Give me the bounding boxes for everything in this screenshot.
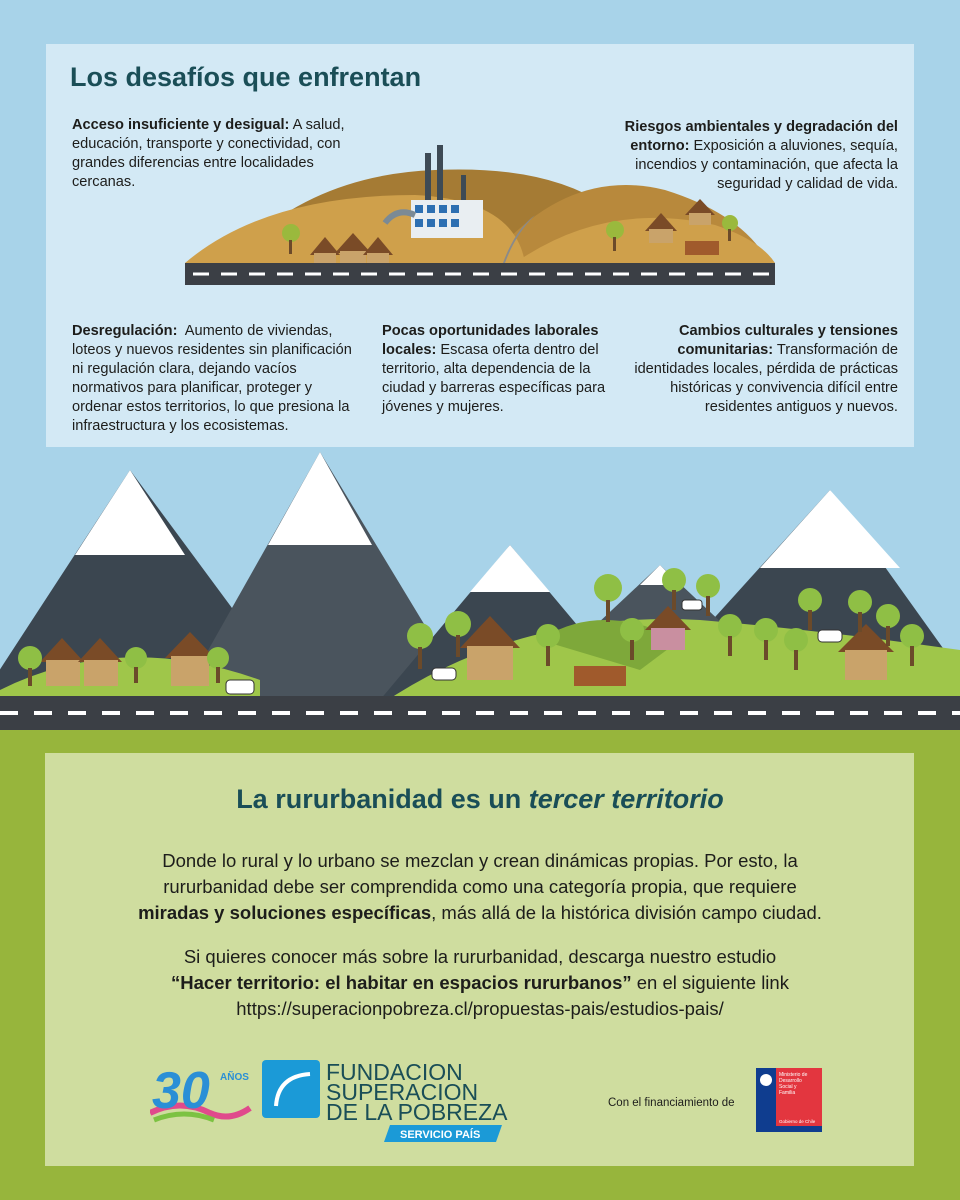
paragraph-line: Donde lo rural y lo urbano se mezclan y crean dinámicas propias. Por esto, la xyxy=(162,850,798,871)
territory-title xyxy=(0,784,960,815)
challenge-desc: Escasa oferta dentro del territorio, alta dependencia de la ciudad y barreras específicas para jóvenes y mujeres. xyxy=(382,342,606,415)
challenge-desc: Transformación de identidades locales, pérdida de prácticas históricas y convivencia difícil entre residentes antiguos y nuevos. xyxy=(634,342,898,415)
org-line-1: FUNDACION xyxy=(326,1059,463,1085)
challenges-title: Los desafíos que enfrentan xyxy=(70,62,422,92)
challenge-jobs xyxy=(382,322,612,417)
challenge-deregulation xyxy=(72,322,364,436)
territory-title-start: La rururbanidad es un xyxy=(236,784,529,814)
paragraph-line: rururbanidad debe ser comprendida como una categoría propia, que requiere xyxy=(163,876,797,897)
gov-shield-icon xyxy=(760,1074,772,1086)
challenge-desc: A salud, educación, transporte y conectividad, con grandes diferencias entre localidades cercanas. xyxy=(72,117,345,190)
gov-bottom-band xyxy=(776,1126,822,1132)
logo-number: 30 xyxy=(152,1062,210,1120)
challenge-culture xyxy=(632,322,898,417)
challenge-term: Cambios culturales y tensiones comunitarias: xyxy=(677,323,898,358)
financing-label: Con el financiamiento de xyxy=(608,1097,735,1109)
challenge-desc: Exposición a aluviones, sequía, incendios y contaminación, que afecta la seguridad y calidad de vida. xyxy=(635,138,898,192)
mountain-landscape xyxy=(0,440,960,750)
foundation-logo xyxy=(150,1058,510,1148)
paragraph-line: Si quieres conocer más sobre la rururbanidad, descarga nuestro estudio xyxy=(183,946,777,967)
challenge-term: Riesgos ambientales y degradación del entorno: xyxy=(624,119,898,154)
paragraph-line xyxy=(0,900,960,926)
paragraph-emphasis: miradas y soluciones específicas xyxy=(138,902,432,923)
gov-line-1: Ministerio de xyxy=(779,1072,808,1078)
org-line-2: SUPERACION xyxy=(326,1079,479,1105)
paragraph-tail: en el siguiente link xyxy=(631,972,789,993)
challenge-term: Pocas oportunidades laborales locales: xyxy=(382,323,599,358)
territory-title-italic: tercer territorio xyxy=(528,784,724,814)
government-logo xyxy=(756,1068,822,1132)
study-title: “Hacer territorio: el habitar en espacios rururbanos” xyxy=(171,972,632,993)
gov-line-2: Desarrollo xyxy=(779,1078,802,1084)
gov-line-3: Social y xyxy=(779,1084,797,1090)
logo-years: AÑOS xyxy=(220,1072,249,1083)
gov-line-4: Familia xyxy=(779,1090,796,1096)
paragraph-tail: , más allá de la histórica división campo ciudad. xyxy=(431,902,822,923)
org-line-3: DE LA POBREZA xyxy=(326,1099,508,1125)
territory-paragraph-1 xyxy=(0,848,960,926)
foundation-mark xyxy=(262,1060,320,1118)
paragraph-line xyxy=(0,970,960,996)
gov-line-5: Gobierno de Chile xyxy=(779,1119,816,1124)
servicio-pais-label: SERVICIO PAÍS xyxy=(400,1129,481,1141)
study-link[interactable]: https://superacionpobreza.cl/propuestas-pais/estudios-pais/ xyxy=(236,998,724,1019)
challenge-desc: Aumento de viviendas, loteos y nuevos residentes sin planificación ni regulación clara, dejando vacíos normativos para planificar, proteger y ordenar estos territorios, lo que presiona la infraestructura y los ecosistemas. xyxy=(72,323,352,434)
challenge-term: Acceso insuficiente y desigual: xyxy=(72,117,290,133)
hills-factory-illustration xyxy=(185,145,775,285)
challenge-term: Desregulación: xyxy=(72,323,178,339)
territory-paragraph-2 xyxy=(0,944,960,1022)
